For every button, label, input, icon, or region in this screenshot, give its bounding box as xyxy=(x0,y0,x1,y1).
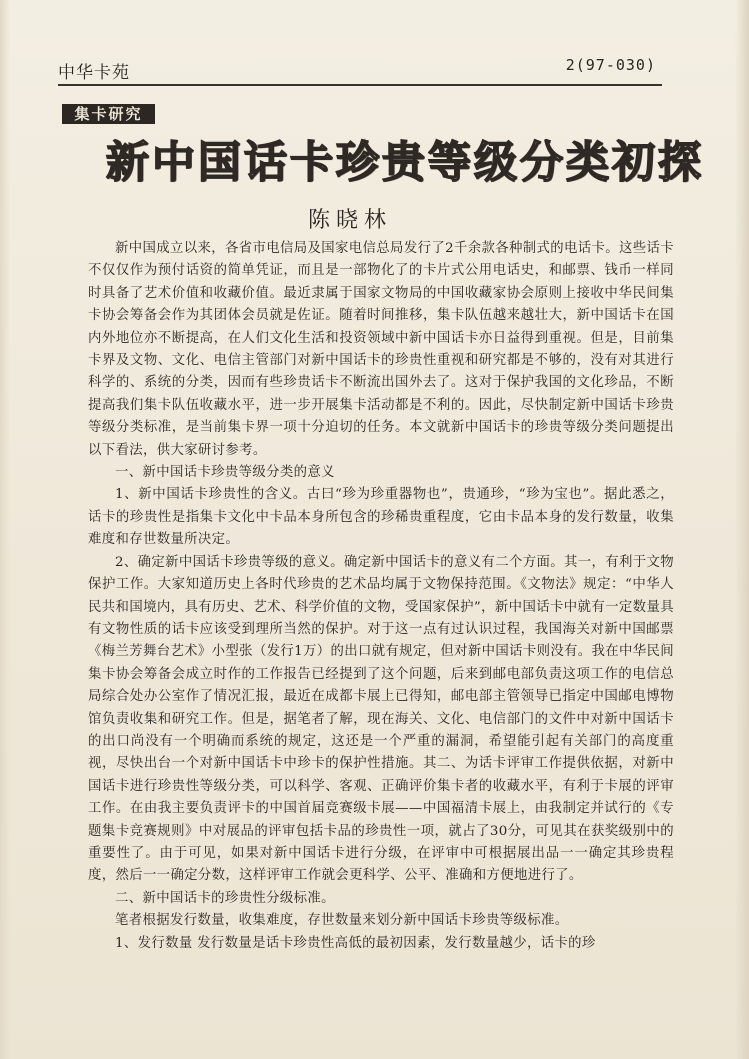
section-heading-1: 一、新中国话卡珍贵等级分类的意义 xyxy=(115,465,335,481)
article-body xyxy=(88,238,674,955)
page-edge-shadow-right xyxy=(735,0,749,1059)
page-edge-shadow-left xyxy=(0,0,10,1059)
paragraph-criteria: 笔者根据发行数量，收集难度，存世数量来划分新中国话卡珍贵等级标准。 xyxy=(115,913,569,929)
paragraph-significance: 2、确定新中国话卡珍贵等级的意义。确定新中国话卡的意义有二个方面。其一，有利于文物保护工作。大家知道历史上各时代珍贵的艺术品均属于文物保持范围。《文物法》规定：“中华人民共和国境内，具有历史、艺术、科学价值的文物，受国家保护”，新中国话卡中就有一定数量具有文物性质的话卡应该受到理所当然的保护。对于这一点有过认识过程，我国海关对新中国邮票《梅兰芳舞台艺术》小型张（发行1万）的出口就有规定，但对新中国话卡则没有。我在中华民间集卡协会筹备会成立时作的工作报告已经提到了这个问题，后来到邮电部负责这项工作的电信总局综合处办公室作了情况汇报，最近在成都卡展上已得知，邮电部主管领导已指定中国邮电博物馆负责收集和研究工作。但是，据笔者了解，现在海关、文化、电信部门的文件中对新中国话卡的出口尚没有一个明确而系统的规定，这还是一个严重的漏洞，希望能引起有关部门的高度重视，尽快出台一个对新中国话卡中珍卡的保护性措施。其二、为话卡评审工作提供依据，对新中国话卡进行珍贵性等级分类，可以科学、客观、正确评价集卡者的收藏水平，有利于卡展的评审工作。在由我主要负责评卡的中国首届竞赛级卡展——中国福清卡展上，由我制定并试行的《专题集卡竞赛规则》中对展品的评审包括卡品的珍贵性一项，就占了30分，可见其在获奖级别中的重要性了。由于可见，如果对新中国话卡进行分级，在评审中可根据展出品一一确定其珍贵程度，然后一一确定分数，这样评审工作就会更科学、公平、准确和方便地进行了。 xyxy=(88,554,674,884)
column-tag: 集卡研究 xyxy=(62,104,155,124)
paragraph-issue-quantity: 1、发行数量 发行数量是话卡珍贵性高低的最初因素，发行数量越少，话卡的珍 xyxy=(115,935,596,951)
running-header xyxy=(58,54,662,86)
paragraph-definition: 1、新中国话卡珍贵性的含义。古曰“珍为珍重器物也”，贵通珍，“珍为宝也”。据此悉之，话卡的珍贵性是指集卡文化中卡品本身所包含的珍稀贵重程度，它由卡品本身的发行数量，收集难度和存世数量所决定。 xyxy=(88,487,674,548)
article-author: 陈晓林 xyxy=(307,208,392,233)
paragraph-intro: 新中国成立以来，各省市电信局及国家电信总局发行了2千余款各种制式的电话卡。这些话卡不仅仅作为预付话资的简单凭证，而且是一部物化了的卡片式公用电话史，和邮票、钱币一样同时具备了艺术价值和收藏价值。最近隶属于国家文物局的中国收藏家协会原则上接收中华民间集卡协会筹备会作为其团体会员就是佐证。随着时间推移，集卡队伍越来越壮大，新中国话卡在国内外地位亦不断提高，在人们文化生活和投资领域中新中国话卡亦日益得到重视。但是，目前集卡界及文物、文化、电信主管部门对新中国话卡的珍贵性重视和研究都是不够的，没有对其进行科学的、系统的分类，因而有些珍贵话卡不断流出国外去了。这对于保护我国的文化珍品，不断提高我们集卡队伍收藏水平，进一步开展集卡活动都是不利的。因此，尽快制定新中国话卡珍贵等级分类标准，是当前集卡界一项十分迫切的任务。本文就新中国话卡的珍贵等级分类问题提出以下看法，供大家研讨参考。 xyxy=(88,241,674,458)
issue-number: 2(97-030) xyxy=(565,56,656,74)
section-heading-2: 二、新中国话卡的珍贵性分级标准。 xyxy=(115,890,335,906)
article-title: 新中国话卡珍贵等级分类初探 xyxy=(106,138,704,188)
journal-name: 中华卡苑 xyxy=(58,63,130,83)
